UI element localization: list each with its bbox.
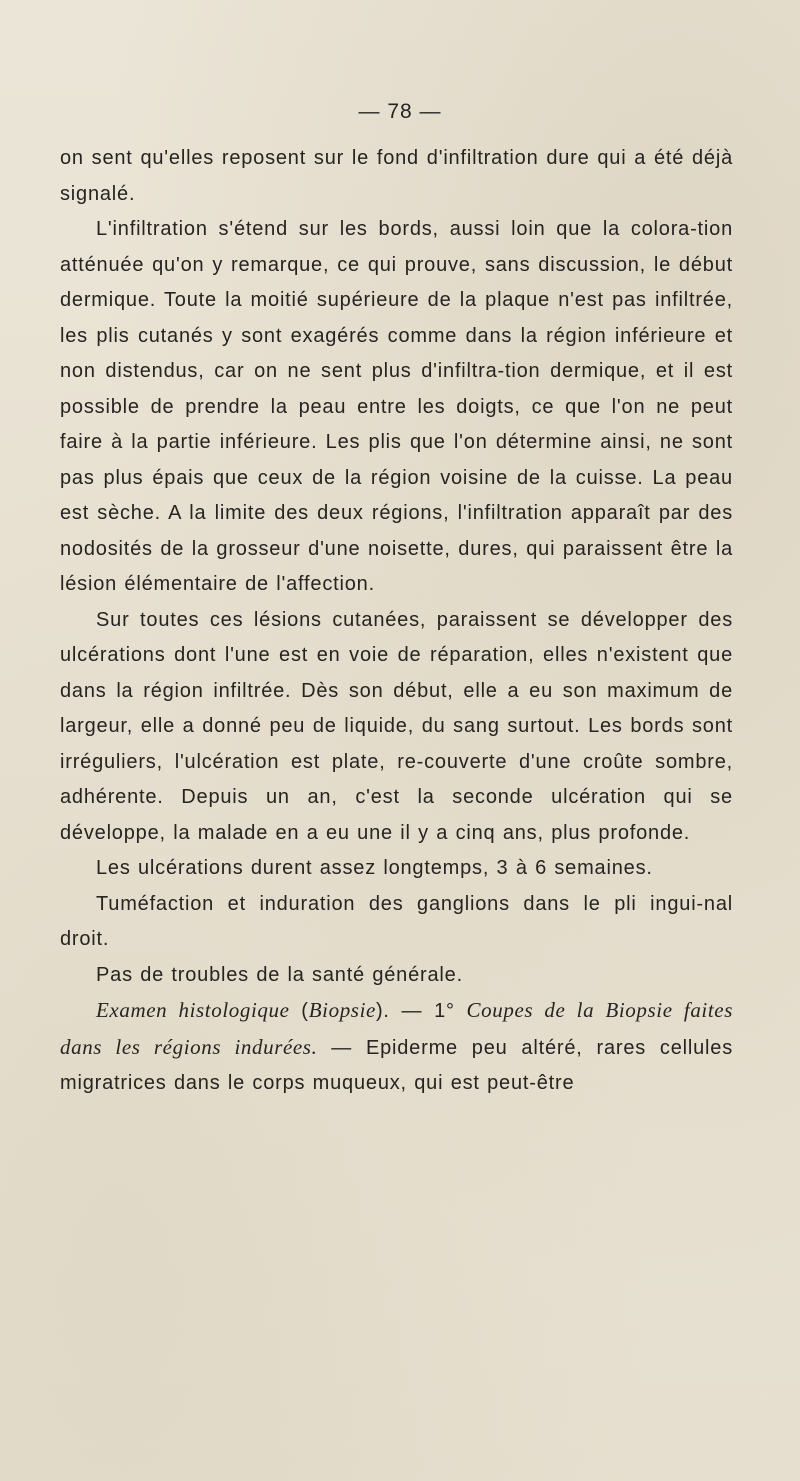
body-text bbox=[60, 141, 733, 1102]
paragraph-4: Les ulcérations durent assez longtemps, 3 à 6 semaines. bbox=[96, 857, 653, 879]
paragraph-7 bbox=[60, 993, 733, 1102]
page-number: — 78 — bbox=[358, 100, 442, 123]
italic-coupes: Coupes de la Biopsie faites dans les régions indurées. bbox=[60, 998, 733, 1059]
paragraph-5: Tuméfaction et induration des ganglions dans le pli ingui-nal droit. bbox=[60, 892, 733, 950]
text-segment: ). — 1° bbox=[375, 1000, 467, 1022]
paragraph-3: Sur toutes ces lésions cutanées, paraissent se développer des ulcérations dont l'une est en voie de réparation, elles n'existent que dans la région infiltrée. Dès son début, elle a eu son maximum de largeur, elle a donné peu de liquide, du sang surtout. Les bords sont irréguliers, l'ulcération est plate, re-couverte d'une croûte sombre, adhérente. Depuis un an, c'est la seconde ulcération qui se développe, la malade en a eu une il y a cinq ans, plus profonde. bbox=[60, 608, 733, 844]
text-segment: — Epiderme peu altéré, rares cellules migratrices dans le corps muqueux, qui est peut-être bbox=[60, 1036, 734, 1094]
text-segment: ( bbox=[289, 1000, 309, 1022]
paragraph-1: on sent qu'elles reposent sur le fond d'infiltration dure qui a été déjà signalé. bbox=[60, 147, 733, 205]
italic-examen-histologique: Examen histologique bbox=[96, 998, 290, 1022]
italic-biopsie: Biopsie bbox=[308, 998, 376, 1022]
paragraph-2: L'infiltration s'étend sur les bords, aussi loin que la colora-tion atténuée qu'on y remarque, ce qui prouve, sans discussion, le début dermique. Toute la moitié supérieure de la plaque n'est pas infiltrée, les plis cutanés y sont exagérés comme dans la région inférieure et non distendus, car on ne sent plus d'infiltra-tion dermique, et il est possible de prendre la peau entre les doigts, ce que l'on ne peut faire à la partie inférieure. Les plis que l'on détermine ainsi, ne sont pas plus épais que ceux de la région voisine de la cuisse. La peau est sèche. A la limite des deux régions, l'infiltration apparaît par des nodosités de la grosseur d'une noisette, dures, qui paraissent être la lésion élémentaire de l'affection. bbox=[60, 218, 733, 595]
paragraph-6: Pas de troubles de la santé générale. bbox=[96, 963, 463, 986]
